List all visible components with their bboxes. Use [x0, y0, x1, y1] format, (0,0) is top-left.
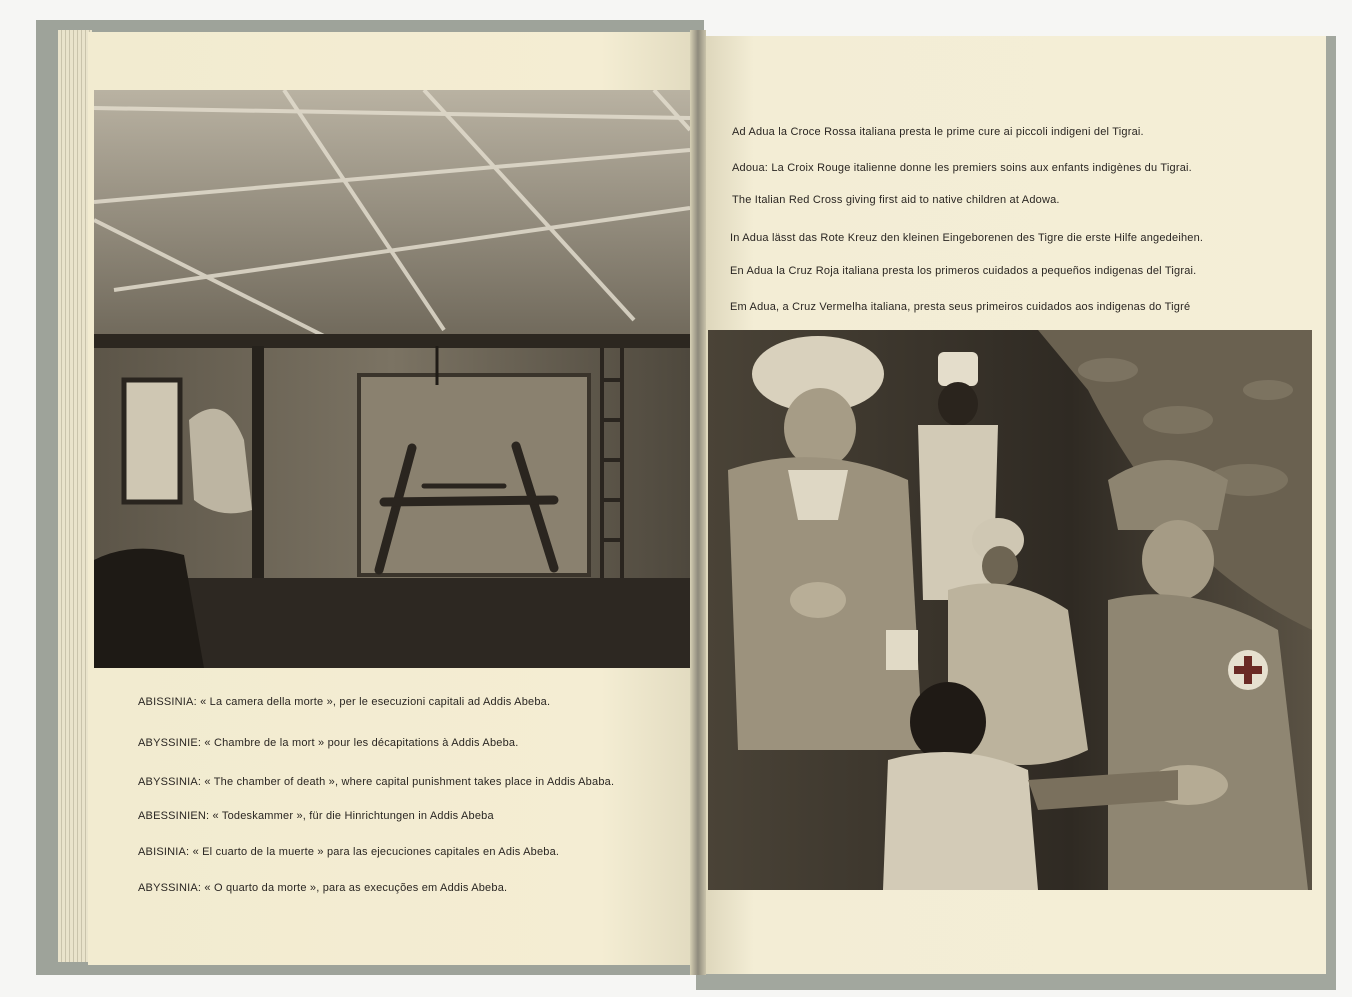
- caption-portuguese-left: ABYSSINIA: « O quarto da morte », para as execuções em Addis Abeba.: [138, 882, 508, 894]
- caption-english-left: ABYSSINIA: « The chamber of death », where capital punishment takes place in Addis Ababa.: [138, 776, 615, 788]
- back-panel: [359, 375, 589, 575]
- ceiling: [94, 90, 690, 342]
- ceiling-joist: [94, 334, 690, 348]
- caption-spanish-left: ABISINIA: « El cuarto de la muerte » para las ejecuciones capitales en Adis Abeba.: [138, 846, 560, 858]
- caption-german-left: ABESSINIEN: « Todeskammer », für die Hinrichtungen in Addis Abeba: [138, 810, 494, 822]
- caption-spanish-right: En Adua la Cruz Roja italiana presta los primeros cuidados a pequeños indigenas del Tigrai.: [730, 265, 1197, 277]
- caption-french-left: ABYSSINIE: « Chambre de la mort » pour les décapitations à Addis Abeba.: [138, 737, 519, 749]
- caption-italian-left: ABISSINIA: « La camera della morte », per le esecuzioni capitali ad Addis Abeba.: [138, 696, 551, 708]
- chamber-photo: [94, 90, 690, 668]
- caption-french-right: Adoua: La Croix Rouge italienne donne les premiers soins aux enfants indigènes du Tigrai.: [732, 162, 1192, 174]
- red-cross-photo: [708, 330, 1312, 890]
- medicine-bottle: [886, 630, 918, 670]
- caption-portuguese-right: Em Adua, a Cruz Vermelha italiana, presta seus primeiros cuidados aos indigenas do Tigré: [730, 301, 1191, 313]
- caption-english-right: The Italian Red Cross giving first aid to native children at Adowa.: [732, 194, 1060, 206]
- pillar: [252, 346, 264, 582]
- caption-german-right: In Adua lässt das Rote Kreuz den kleinen Eingeborenen des Tigre die erste Hilfe angedeihen.: [730, 232, 1204, 244]
- page-edges: [58, 30, 92, 962]
- window: [124, 380, 180, 502]
- caption-italian-right: Ad Adua la Croce Rossa italiana presta le prime cure ai piccoli indigeni del Tigrai.: [732, 126, 1144, 138]
- book-spine: [690, 30, 706, 975]
